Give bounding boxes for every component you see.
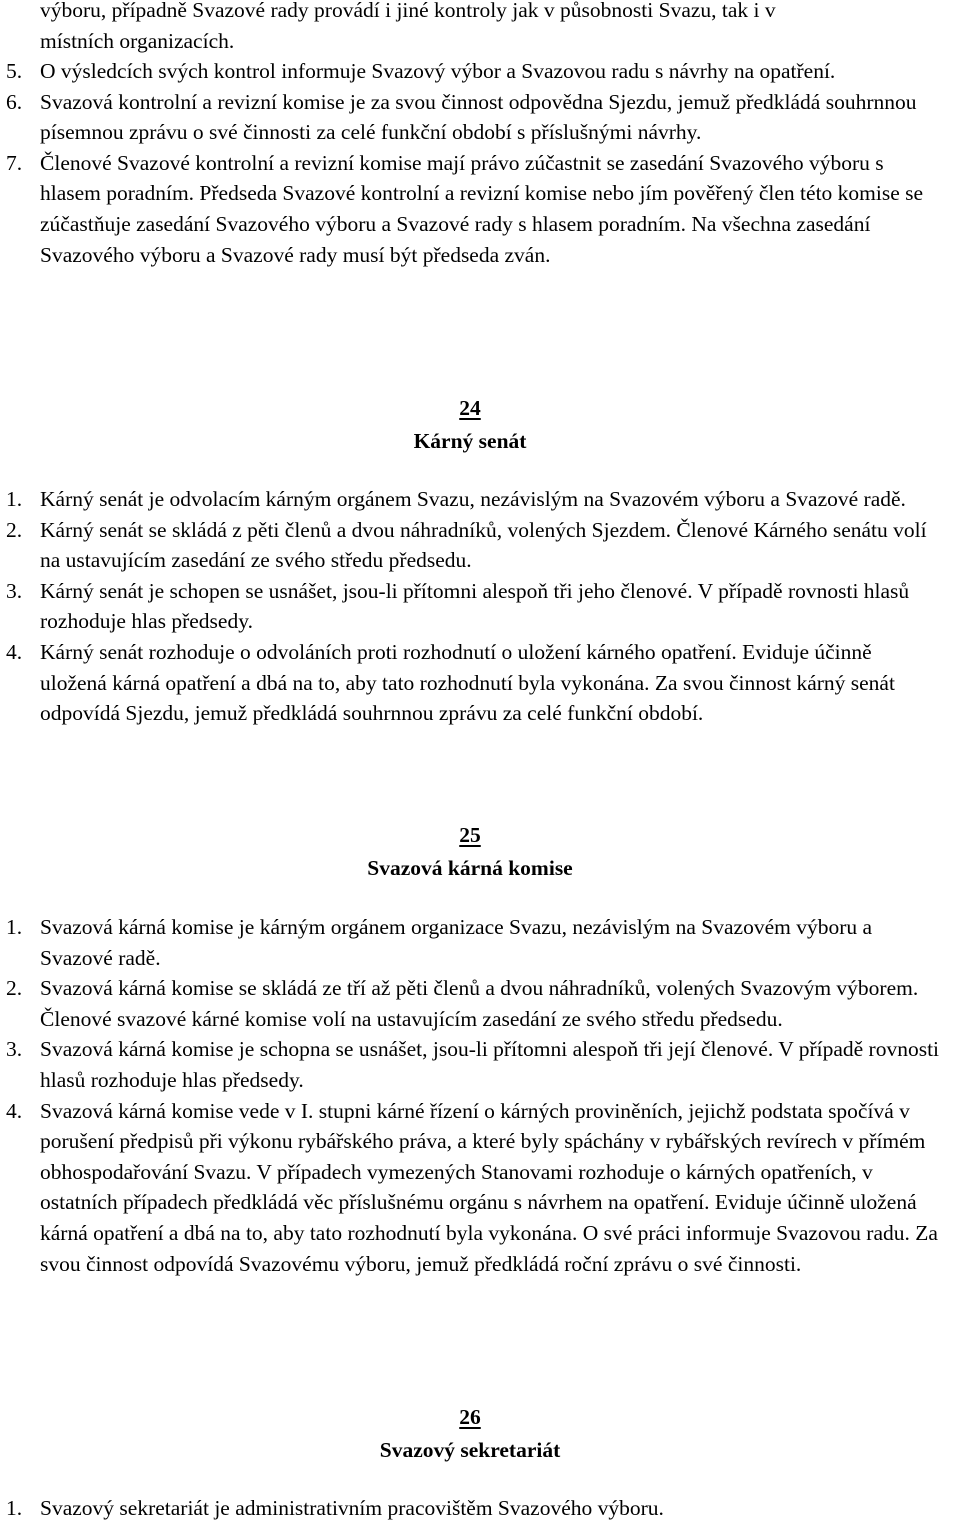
- item-number: 1.: [6, 915, 23, 939]
- section-26-items: [0, 1493, 940, 1524]
- item-text: Kárný senát je schopen se usnášet, jsou-li přítomni alespoň tři jeho členové. V případě rovnosti hlasů rozhoduje hlas předsedy.: [40, 578, 910, 634]
- list-item: [0, 515, 940, 576]
- list-item: [0, 973, 940, 1034]
- list-item: [0, 87, 940, 148]
- item-text: Svazová kárná komise je kárným orgánem organizace Svazu, nezávislým na Svazovém výboru a Svazové radě.: [40, 915, 873, 970]
- section-25: [0, 820, 940, 883]
- list-item: [0, 576, 940, 637]
- item-number: 7.: [6, 150, 23, 175]
- list-item: [0, 1034, 940, 1095]
- continuation-line: místních organizacích.: [40, 28, 235, 53]
- item-text: O výsledcích svých kontrol informuje Svazový výbor a Svazovou radu s návrhy na opatření.: [40, 59, 836, 83]
- section-26: [0, 1402, 940, 1465]
- section-24-items: [0, 484, 940, 729]
- section-25-items: [0, 912, 940, 1279]
- list-item: [0, 1493, 940, 1524]
- continuation-line: výboru, případně Svazové rady provádí i jiné kontroly jak v působnosti Svazu, tak i v: [40, 0, 776, 22]
- section-title: Kárný senát: [413, 428, 527, 453]
- item-number: 2.: [6, 976, 23, 1001]
- item-number: 3.: [6, 578, 23, 603]
- list-item: [0, 1096, 940, 1280]
- section-title: Svazová kárná komise: [367, 855, 573, 880]
- section-title: Svazový sekretariát: [379, 1437, 561, 1462]
- list-item: [0, 56, 940, 87]
- item-number: 5.: [6, 59, 23, 83]
- item-number: 1.: [6, 487, 23, 511]
- item-text: Kárný senát rozhoduje o odvoláních proti rozhodnutí o uložení kárného opatření. Eviduje účinně uložená kárná opatření a dbá na to, aby tato rozhodnutí byla vykonána. Za svou činnost kárný senát odpovídá Sjezdu, jemuž předkládá souhrnnou zprávu za celé funkční období.: [40, 639, 895, 726]
- item-text: Svazová kárná komise se skládá ze tří až pěti členů a dvou náhradníků, volených Svazovým výborem. Členové svazové kárné komise volí na ustavujícím zasedání ze svého středu předsedu.: [40, 976, 919, 1031]
- item-text: Kárný senát se skládá z pěti členů a dvou náhradníků, volených Sjezdem. Členové Kárného senátu volí na ustavujícím zasedání ze svého středu předsedu.: [40, 517, 927, 573]
- item-number: 4.: [6, 1098, 23, 1123]
- list-item: [0, 148, 940, 270]
- item-text: Kárný senát je odvolacím kárným orgánem Svazu, nezávislým na Svazovém výboru a Svazové radě.: [40, 487, 906, 511]
- item-text: Svazová kárná komise vede v I. stupni kárné řízení o kárných proviněních, jejichž podstata spočívá v porušení předpisů při výkonu rybářského práva, a které byly spáchány v rybářských revírech v přímém obhospodařování Svazu. V případech vymezených Stanovami rozhoduje o kárných opatřeních, v ostatních případech předkládá věc příslušnému orgánu s návrhem na opatření. Eviduje účinně uložená kárná opatření a dbá na to, aby tato rozhodnutí byla vykonána. O své práci informuje Svazovou radu. Za svou činnost odpovídá Svazovému výboru, jemuž předkládá roční zprávu o své činnosti.: [40, 1098, 938, 1276]
- section-23-items: [0, 56, 940, 270]
- item-number: 6.: [6, 89, 23, 114]
- item-text: Svazová kárná komise je schopna se usnášet, jsou-li přítomni alespoň tři její členové. V případě rovnosti hlasů rozhoduje hlas předsedy.: [40, 1037, 940, 1092]
- section-24: [0, 393, 940, 456]
- item-number: 4.: [6, 639, 23, 664]
- list-item: [0, 484, 940, 515]
- item-number: 3.: [6, 1037, 23, 1062]
- top-continuation: [0, 0, 960, 56]
- list-item: [0, 637, 940, 729]
- section-number: 24: [459, 396, 481, 420]
- item-text: Svazová kontrolní a revizní komise je za svou činnost odpovědna Sjezdu, jemuž předkládá souhrnnou písemnou zprávu o své činnosti za celé funkční období s příslušnými návrhy.: [40, 89, 917, 145]
- section-number: 26: [459, 1405, 481, 1429]
- section-number: 25: [459, 823, 481, 847]
- item-number: 2.: [6, 517, 23, 542]
- item-text: Členové Svazové kontrolní a revizní komise mají právo zúčastnit se zasedání Svazového výboru s hlasem poradním. Předseda Svazové kontrolní a revizní komise nebo jím pověřený člen této komise se zúčastňuje zasedání Svazového výboru a Svazové rady s hlasem poradním. Na všechna zasedání Svazového výboru a Svazové rady musí být předseda zván.: [40, 150, 924, 267]
- item-text: Svazový sekretariát je administrativním pracovištěm Svazového výboru.: [40, 1496, 664, 1520]
- list-item: [0, 912, 940, 973]
- item-number: 1.: [6, 1496, 23, 1520]
